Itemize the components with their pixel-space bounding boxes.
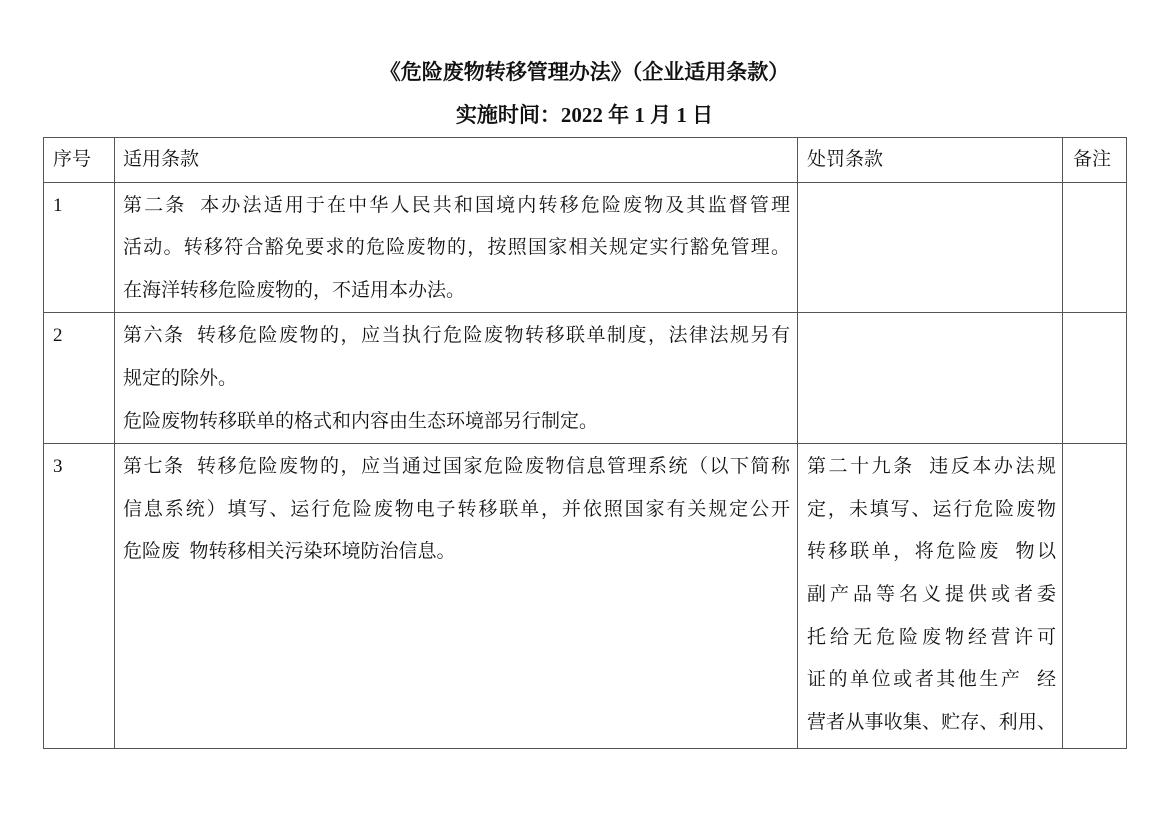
applicable-clause-cell [115, 444, 798, 749]
clause-line: 危险废 物转移相关污染环境防治信息。 [123, 541, 456, 563]
row-number: 3 [44, 444, 115, 749]
applicable-clause-cell [115, 313, 798, 444]
penalty-clause-cell [798, 313, 1063, 444]
clause-line: 危险废物转移联单的格式和内容由生态环境部另行制定。 [123, 410, 599, 432]
header-penalty-clause: 处罚条款 [798, 138, 1063, 183]
clause-line: 在海洋转移危险废物的，不适用本办法。 [123, 279, 466, 301]
penalty-line: 副产品等名义提供或者委 [807, 583, 1056, 605]
row-number: 1 [44, 182, 115, 313]
header-remark: 备注 [1063, 138, 1127, 183]
penalty-line: 转移联单，将危险废 物以 [807, 541, 1056, 563]
table-row [44, 444, 1127, 749]
effective-date: 实施时间：2022 年 1 月 1 日 [455, 103, 714, 127]
applicable-clause-cell [115, 182, 798, 313]
penalty-clause-cell [798, 182, 1063, 313]
clause-line: 第七条 转移危险废物的，应当通过国家危险废物信息管理系统（以下简称 [123, 456, 790, 478]
table-row [44, 182, 1127, 313]
clause-line: 信息系统）填写、运行危险废物电子转移联单，并依照国家有关规定公开 [123, 498, 790, 520]
clause-line: 第六条 转移危险废物的，应当执行危险废物转移联单制度，法律法规另有 [123, 325, 790, 347]
table-header-row [44, 138, 1127, 183]
clause-line: 活动。转移符合豁免要求的危险废物的，按照国家相关规定实行豁免管理。 [123, 237, 790, 259]
penalty-line: 证的单位或者其他生产 经 [807, 669, 1056, 691]
row-number: 2 [44, 313, 115, 444]
header-no: 序号 [44, 138, 115, 183]
document-title: 《危险废物转移管理办法》（企业适用条款） [379, 60, 790, 84]
remark-cell [1063, 313, 1127, 444]
penalty-line: 第二十九条 违反本办法规 [807, 456, 1056, 478]
penalty-clause-cell [798, 444, 1063, 749]
regulation-clause-table [43, 137, 1127, 749]
header-applicable-clause: 适用条款 [115, 138, 798, 183]
penalty-line: 定，未填写、运行危险废物 [807, 498, 1056, 520]
penalty-line: 托给无危险废物经营许可 [807, 626, 1056, 648]
table-row [44, 313, 1127, 444]
clause-line: 规定的除外。 [123, 367, 238, 389]
remark-cell [1063, 444, 1127, 749]
clause-line: 第二条 本办法适用于在中华人民共和国境内转移危险废物及其监督管理 [123, 194, 790, 216]
remark-cell [1063, 182, 1127, 313]
penalty-line: 营者从事收集、贮存、利用、 [807, 711, 1056, 733]
